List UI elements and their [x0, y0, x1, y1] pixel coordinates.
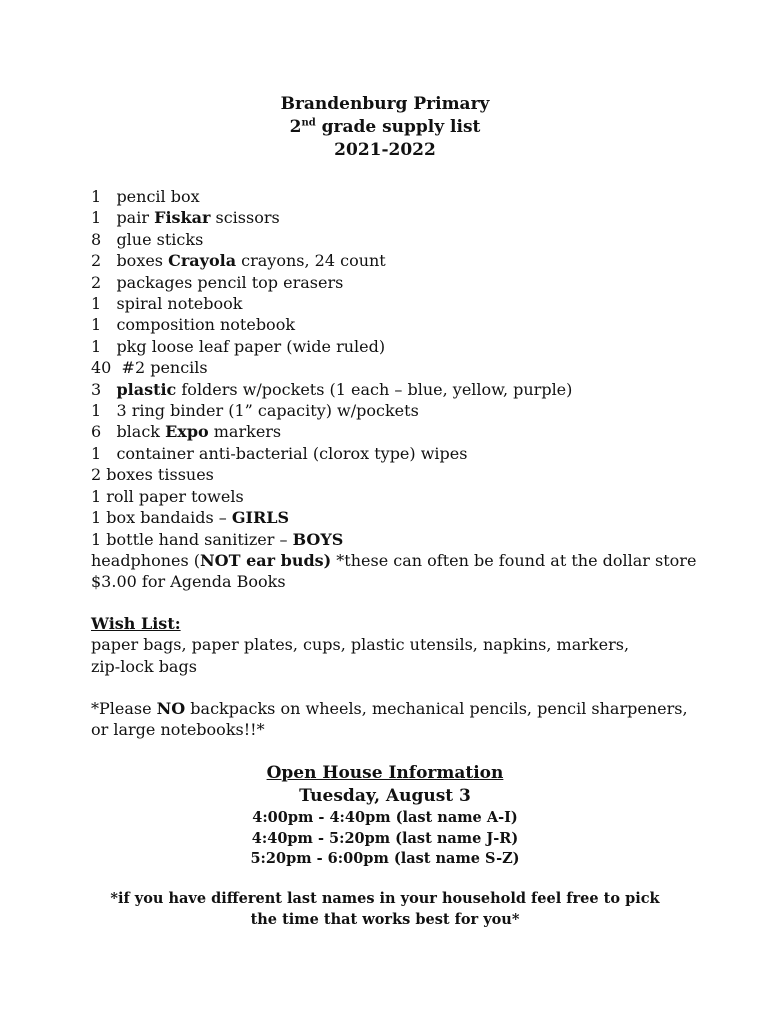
supply-item: [91, 464, 731, 485]
open-house-date: Tuesday, August 3: [299, 786, 471, 806]
note-no: NO: [156, 699, 186, 718]
supply-item: [91, 250, 731, 271]
supply-item: [91, 207, 731, 228]
supply-item: [91, 486, 731, 507]
supply-item-text: 1 roll paper towels: [91, 486, 244, 506]
school-year: 2021-2022: [334, 140, 436, 160]
supply-item-text: crayons, 24 count: [236, 251, 386, 271]
supply-item-text: $3.00 for Agenda Books: [91, 572, 286, 592]
school-name: Brandenburg Primary: [280, 94, 490, 114]
supply-item: [91, 421, 731, 442]
supply-item-emphasis: GIRLS: [231, 508, 290, 528]
supply-item-text: 1 composition notebook: [91, 315, 296, 335]
supply-item: [91, 293, 731, 314]
supply-list: [91, 186, 731, 593]
restriction-note-line: [91, 698, 731, 719]
closing-note-line: the time that works best for you*: [250, 911, 520, 928]
supply-item-text: 1 pencil box: [91, 187, 200, 206]
supply-item-text: 3: [91, 379, 117, 399]
time-slot: 4:40pm - 5:20pm (last name J-R): [251, 829, 519, 847]
open-house-title: Open House Information: [266, 763, 504, 783]
time-slot: 4:00pm - 4:40pm (last name A-I): [252, 809, 518, 826]
time-slot: 5:20pm - 6:00pm (last name S-Z): [250, 850, 520, 867]
wish-list: [91, 613, 731, 677]
open-house: [0, 762, 770, 870]
supply-item: [91, 186, 731, 207]
supply-item: [91, 229, 731, 250]
supply-item-emphasis: plastic: [116, 379, 177, 399]
supply-item-text: headphones (: [91, 550, 201, 570]
supply-item-text: 1 pair: [91, 208, 155, 228]
grade-number: 2: [289, 117, 302, 137]
supply-item: [91, 507, 731, 528]
closing-note-line: *if you have different last names in your household feel free to pick: [110, 890, 660, 907]
supply-item-emphasis: Fiskar: [154, 208, 211, 228]
supply-item-text: scissors: [210, 208, 280, 228]
supply-item: [91, 379, 731, 400]
supply-item-emphasis: BOYS: [292, 529, 344, 549]
supply-item-text: 1 bottle hand sanitizer –: [91, 529, 293, 549]
grade-title: [0, 116, 770, 139]
supply-item: [91, 443, 731, 464]
wish-list-title: Wish List:: [91, 614, 181, 633]
supply-item-text: 8 glue sticks: [91, 229, 204, 249]
supply-item-text: 1 3 ring binder (1” capacity) w/pockets: [91, 401, 419, 421]
supply-item-text: 6 black: [91, 422, 166, 442]
supply-item-text: 1 spiral notebook: [91, 294, 243, 314]
supply-item: [91, 272, 731, 293]
supply-item: [91, 314, 731, 335]
note-prefix: *Please: [91, 699, 157, 718]
restriction-note: [91, 698, 731, 741]
supply-item-emphasis: NOT ear buds): [200, 550, 332, 570]
supply-item: [91, 400, 731, 421]
supply-item-text: 1 container anti-bacterial (clorox type) wipes: [91, 443, 468, 463]
supply-item-text: 40 #2 pencils: [91, 358, 208, 378]
restriction-note-line: or large notebooks!!*: [91, 720, 265, 740]
wish-list-line: zip-lock bags: [91, 656, 197, 676]
supply-item: [91, 529, 731, 550]
supply-item: [91, 571, 731, 592]
supply-item-text: 2 boxes tissues: [91, 465, 214, 485]
supply-item-text: 1 pkg loose leaf paper (wide ruled): [91, 336, 386, 356]
supply-item-text: 2 boxes: [91, 251, 169, 271]
note-text: backpacks on wheels, mechanical pencils, pencil sharpeners,: [185, 699, 688, 718]
supply-item-text: 1 box bandaids –: [91, 508, 232, 528]
wish-list-line: paper bags, paper plates, cups, plastic utensils, napkins, markers,: [91, 635, 630, 655]
supply-item-emphasis: Crayola: [168, 251, 237, 271]
supply-item-text: *these can often be found at the dollar store: [331, 550, 697, 570]
supply-item: [91, 357, 731, 378]
supply-item-text: folders w/pockets (1 each – blue, yellow, purple): [176, 379, 573, 399]
supply-item-text: 2 packages pencil top erasers: [91, 272, 344, 292]
supply-item-emphasis: Expo: [165, 422, 209, 442]
header: [0, 93, 770, 162]
closing-note: [0, 888, 770, 930]
supply-item-text: markers: [208, 422, 282, 442]
grade-superscript: nd: [301, 117, 316, 129]
supply-item: [91, 336, 731, 357]
grade-title-text: grade supply list: [315, 117, 481, 137]
supply-item: [91, 550, 731, 571]
